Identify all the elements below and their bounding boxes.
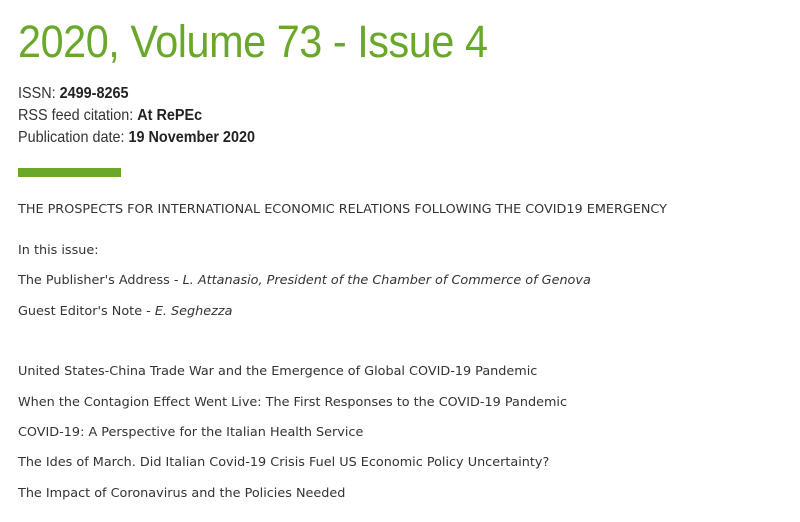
front-matter-title: Guest Editor's Note - xyxy=(18,304,155,319)
front-matter-title: The Publisher's Address - xyxy=(18,273,183,288)
in-this-issue-label: In this issue: xyxy=(18,243,99,258)
accent-divider xyxy=(18,168,121,177)
front-matter-publishers-address[interactable] xyxy=(18,272,591,290)
front-matter-guest-editor-note[interactable] xyxy=(18,303,232,321)
article-link[interactable]: COVID-19: A Perspective for the Italian Health Service xyxy=(18,425,364,440)
issue-theme: THE PROSPECTS FOR INTERNATIONAL ECONOMIC RELATIONS FOLLOWING THE COVID19 EMERGENCY xyxy=(18,202,667,217)
article-link[interactable]: When the Contagion Effect Went Live: The First Responses to the COVID-19 Pandemic xyxy=(18,395,568,410)
article-link[interactable]: The Impact of Coronavirus and the Policies Needed xyxy=(18,486,346,501)
article-link[interactable]: United States-China Trade War and the Emergence of Global COVID-19 Pandemic xyxy=(18,364,538,379)
publication-date-row xyxy=(18,127,255,149)
publication-date-label: Publication date: xyxy=(18,129,125,146)
issue-metadata xyxy=(18,83,255,149)
rss-label: RSS feed citation: xyxy=(18,107,134,124)
rss-link[interactable]: At RePEc xyxy=(137,107,203,124)
issue-title: 2020, Volume 73 - Issue 4 xyxy=(18,16,488,67)
publication-date-value: 19 November 2020 xyxy=(128,129,255,146)
front-matter-author: E. Seghezza xyxy=(154,304,233,319)
issn-value: 2499-8265 xyxy=(59,85,129,102)
issn-label: ISSN: xyxy=(18,85,56,102)
issn-row xyxy=(18,83,255,105)
front-matter-author: L. Attanasio, President of the Chamber of Commerce of Genova xyxy=(182,273,591,288)
rss-row xyxy=(18,105,255,127)
article-link[interactable]: The Ides of March. Did Italian Covid-19 Crisis Fuel US Economic Policy Uncertainty? xyxy=(18,455,550,470)
